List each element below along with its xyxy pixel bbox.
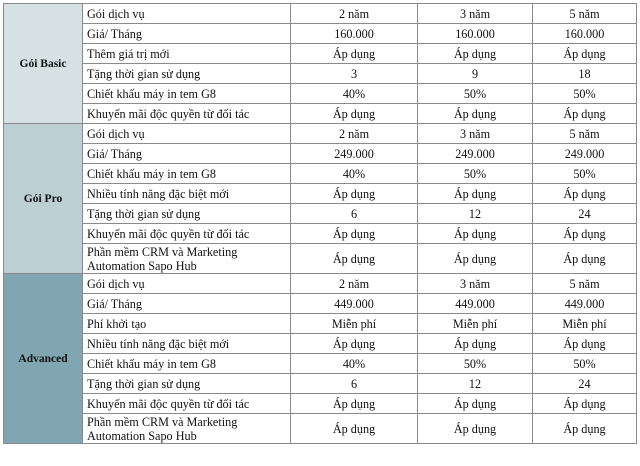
table-row bbox=[4, 274, 637, 294]
value-cell: 50% bbox=[533, 354, 637, 374]
table-row bbox=[4, 4, 637, 24]
value-cell: 50% bbox=[418, 164, 533, 184]
value-cell: 3 năm bbox=[418, 4, 533, 24]
value-cell: 3 bbox=[291, 64, 418, 84]
value-cell: Áp dụng bbox=[418, 224, 533, 244]
feature-cell: Gói dịch vụ bbox=[83, 274, 291, 294]
pricing-table-body bbox=[4, 4, 637, 444]
feature-cell: Giá/ Tháng bbox=[83, 24, 291, 44]
value-cell: Miễn phí bbox=[533, 314, 637, 334]
value-cell: Áp dụng bbox=[533, 224, 637, 244]
feature-cell: Khuyến mãi độc quyền từ đối tác bbox=[83, 224, 291, 244]
value-cell: 449.000 bbox=[291, 294, 418, 314]
table-row bbox=[4, 414, 637, 444]
value-cell: 6 bbox=[291, 204, 418, 224]
value-cell: Áp dụng bbox=[533, 44, 637, 64]
value-cell: Miễn phí bbox=[291, 314, 418, 334]
plan-name-cell: Gói Pro bbox=[4, 124, 83, 274]
feature-cell: Phí khởi tạo bbox=[83, 314, 291, 334]
table-row bbox=[4, 184, 637, 204]
value-cell: Áp dụng bbox=[291, 104, 418, 124]
feature-cell: Nhiều tính năng đặc biệt mới bbox=[83, 184, 291, 204]
plan-name-cell: Gói Basic bbox=[4, 4, 83, 124]
value-cell: 449.000 bbox=[418, 294, 533, 314]
value-cell: Áp dụng bbox=[533, 184, 637, 204]
feature-cell: Phần mềm CRM và Marketing Automation Sapo Hub bbox=[83, 414, 291, 444]
value-cell: 160.000 bbox=[418, 24, 533, 44]
value-cell: 249.000 bbox=[533, 144, 637, 164]
pricing-table bbox=[3, 3, 637, 444]
value-cell: Áp dụng bbox=[418, 394, 533, 414]
value-cell: 6 bbox=[291, 374, 418, 394]
plan-name-cell: Advanced bbox=[4, 274, 83, 444]
value-cell: 9 bbox=[418, 64, 533, 84]
value-cell: 5 năm bbox=[533, 4, 637, 24]
value-cell: Áp dụng bbox=[533, 244, 637, 274]
value-cell: 3 năm bbox=[418, 274, 533, 294]
feature-cell: Giá/ Tháng bbox=[83, 294, 291, 314]
value-cell: Áp dụng bbox=[533, 394, 637, 414]
value-cell: Áp dụng bbox=[291, 44, 418, 64]
value-cell: Áp dụng bbox=[418, 184, 533, 204]
value-cell: 5 năm bbox=[533, 274, 637, 294]
value-cell: Áp dụng bbox=[533, 104, 637, 124]
table-row bbox=[4, 394, 637, 414]
value-cell: Áp dụng bbox=[418, 44, 533, 64]
feature-cell: Tặng thời gian sử dụng bbox=[83, 64, 291, 84]
value-cell: 249.000 bbox=[418, 144, 533, 164]
value-cell: Áp dụng bbox=[533, 334, 637, 354]
table-row bbox=[4, 164, 637, 184]
value-cell: Miễn phí bbox=[418, 314, 533, 334]
feature-cell: Khuyến mãi độc quyền từ đối tác bbox=[83, 394, 291, 414]
feature-cell: Phần mềm CRM và Marketing Automation Sapo Hub bbox=[83, 244, 291, 274]
feature-cell: Thêm giá trị mới bbox=[83, 44, 291, 64]
value-cell: 50% bbox=[533, 84, 637, 104]
value-cell: Áp dụng bbox=[418, 334, 533, 354]
feature-cell: Tặng thời gian sử dụng bbox=[83, 374, 291, 394]
feature-cell: Giá/ Tháng bbox=[83, 144, 291, 164]
value-cell: Áp dụng bbox=[418, 104, 533, 124]
table-row bbox=[4, 314, 637, 334]
value-cell: Áp dụng bbox=[418, 244, 533, 274]
table-row bbox=[4, 64, 637, 84]
feature-cell: Gói dịch vụ bbox=[83, 124, 291, 144]
value-cell: Áp dụng bbox=[418, 414, 533, 444]
value-cell: Áp dụng bbox=[291, 334, 418, 354]
feature-cell: Nhiều tính năng đặc biệt mới bbox=[83, 334, 291, 354]
value-cell: 40% bbox=[291, 164, 418, 184]
value-cell: Áp dụng bbox=[291, 224, 418, 244]
feature-cell: Gói dịch vụ bbox=[83, 4, 291, 24]
table-row bbox=[4, 144, 637, 164]
value-cell: 160.000 bbox=[533, 24, 637, 44]
table-row bbox=[4, 104, 637, 124]
feature-cell: Khuyến mãi độc quyền từ đối tác bbox=[83, 104, 291, 124]
table-row bbox=[4, 124, 637, 144]
table-row bbox=[4, 374, 637, 394]
table-row bbox=[4, 204, 637, 224]
value-cell: 2 năm bbox=[291, 4, 418, 24]
table-row bbox=[4, 44, 637, 64]
value-cell: 2 năm bbox=[291, 124, 418, 144]
value-cell: 24 bbox=[533, 374, 637, 394]
value-cell: 12 bbox=[418, 374, 533, 394]
value-cell: 50% bbox=[533, 164, 637, 184]
value-cell: 12 bbox=[418, 204, 533, 224]
value-cell: Áp dụng bbox=[291, 244, 418, 274]
value-cell: 2 năm bbox=[291, 274, 418, 294]
feature-cell: Chiết khấu máy in tem G8 bbox=[83, 354, 291, 374]
value-cell: 449.000 bbox=[533, 294, 637, 314]
value-cell: Áp dụng bbox=[291, 394, 418, 414]
table-row bbox=[4, 24, 637, 44]
table-row bbox=[4, 224, 637, 244]
value-cell: 40% bbox=[291, 354, 418, 374]
table-row bbox=[4, 354, 637, 374]
value-cell: 50% bbox=[418, 354, 533, 374]
feature-cell: Chiết khấu máy in tem G8 bbox=[83, 164, 291, 184]
table-row bbox=[4, 84, 637, 104]
value-cell: Áp dụng bbox=[291, 414, 418, 444]
table-row bbox=[4, 244, 637, 274]
feature-cell: Tặng thời gian sử dụng bbox=[83, 204, 291, 224]
value-cell: 5 năm bbox=[533, 124, 637, 144]
value-cell: 160.000 bbox=[291, 24, 418, 44]
value-cell: 18 bbox=[533, 64, 637, 84]
table-row bbox=[4, 294, 637, 314]
value-cell: Áp dụng bbox=[291, 184, 418, 204]
value-cell: 24 bbox=[533, 204, 637, 224]
value-cell: 50% bbox=[418, 84, 533, 104]
value-cell: Áp dụng bbox=[533, 414, 637, 444]
table-row bbox=[4, 334, 637, 354]
value-cell: 40% bbox=[291, 84, 418, 104]
feature-cell: Chiết khấu máy in tem G8 bbox=[83, 84, 291, 104]
value-cell: 249.000 bbox=[291, 144, 418, 164]
value-cell: 3 năm bbox=[418, 124, 533, 144]
